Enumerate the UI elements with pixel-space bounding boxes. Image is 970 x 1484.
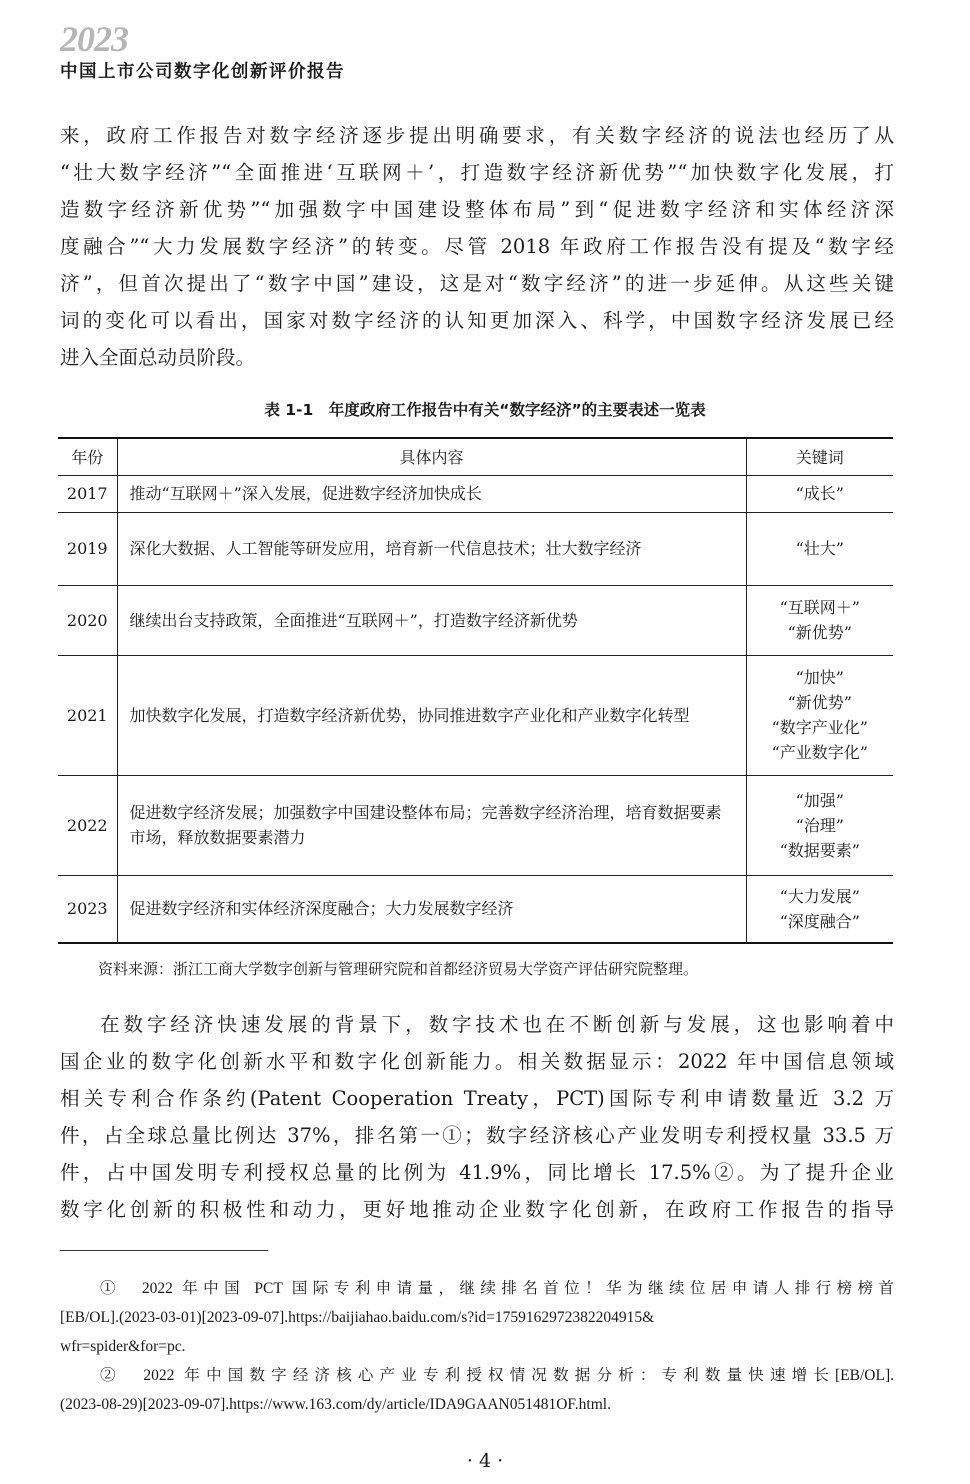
- text-line: 来，政府工作报告对数字经济逐步提出明确要求，有关数字经济的说法也经历了从: [60, 124, 894, 147]
- keywords-cell: [746, 875, 893, 943]
- table-source-note: 资料来源：浙江工商大学数字创新与管理研究院和首都经济贸易大学资产评估研究院整理。: [98, 960, 699, 978]
- text-line: 进入全面总动员阶段。: [60, 346, 256, 369]
- text-line: 造数字经济新优势”“加强数字中国建设整体布局”到“促进数字经济和实体经济深: [60, 198, 894, 221]
- table-row: [58, 585, 893, 655]
- footnote-1: [60, 1274, 894, 1361]
- footnote-line: wfr=spider&for=pc.: [60, 1338, 186, 1355]
- header-title: 中国上市公司数字化创新评价报告: [60, 62, 345, 82]
- table-header-row: [58, 438, 893, 475]
- keyword: “数字产业化”: [771, 718, 868, 737]
- table-row: [58, 875, 893, 943]
- keywords-cell: [746, 655, 893, 775]
- keyword: “数据要素”: [779, 840, 860, 860]
- table-row: [58, 475, 893, 512]
- column-header-content: 具体内容: [117, 438, 746, 475]
- keyword: “互联网＋”: [779, 598, 860, 617]
- content-cell: 加快数字化发展，打造数字经济新优势，协同推进数字产业化和产业数字化转型: [117, 655, 746, 775]
- table-row: [58, 655, 893, 775]
- keywords-cell: [746, 512, 893, 585]
- column-header-keywords: 关键词: [746, 438, 893, 475]
- table-row: [58, 512, 893, 585]
- table-row: [58, 775, 893, 875]
- footnote-divider: [60, 1250, 268, 1251]
- keyword: “大力发展”: [779, 886, 860, 906]
- keyword: “产业数字化”: [771, 743, 868, 762]
- keywords-cell: [746, 775, 893, 875]
- footnote-2: [60, 1361, 894, 1419]
- keyword: “加快”: [795, 668, 844, 687]
- footnote-line: ② 2022 年中国数字经济核心产业专利授权情况数据分析：专利数量快速增长[EB/OL].: [100, 1367, 894, 1384]
- footnote-line: (2023-08-29)[2023-09-07].https://www.163.com/dy/article/IDA9GAAN051481OF.html.: [60, 1396, 611, 1413]
- content-cell: 促进数字经济发展；加强数字中国建设整体布局；完善数字经济治理，培育数据要素市场，释放数据要素潜力: [117, 775, 746, 875]
- text-line: 数字化创新的积极性和动力，更好地推动企业数字化创新，在政府工作报告的指导: [60, 1198, 894, 1221]
- content-cell: 促进数字经济和实体经济深度融合；大力发展数字经济: [117, 875, 746, 943]
- header-year: 2023: [60, 19, 128, 59]
- keyword: “加强”: [795, 790, 844, 810]
- keywords-cell: [746, 585, 893, 655]
- text-line: 在数字经济快速发展的背景下，数字技术也在不断创新与发展，这也影响着中: [100, 1013, 894, 1036]
- year-cell: 2020: [58, 585, 117, 655]
- text-line: 件，占全球总量比例达 37%，排名第一①；数字经济核心产业发明专利授权量 33.5 万: [60, 1124, 894, 1147]
- keyword: “壮大”: [795, 539, 844, 558]
- footnote-line: ① 2022 年中国 PCT 国际专利申请量，继续排名首位！华为继续位居申请人排行榜榜首: [100, 1280, 894, 1297]
- keyword: “新优势”: [787, 623, 852, 642]
- page-number: · 4 ·: [466, 1450, 504, 1472]
- content-cell: 推动“互联网＋”深入发展，促进数字经济加快成长: [117, 475, 746, 512]
- text-line: 相关专利合作条约(Patent Cooperation Treaty，PCT)国际专利申请数量近 3.2 万: [60, 1087, 894, 1110]
- content-cell: 深化大数据、人工智能等研发应用，培育新一代信息技术；壮大数字经济: [117, 512, 746, 585]
- keywords-cell: [746, 475, 893, 512]
- paragraph-1: [60, 117, 894, 376]
- text-line: 济”，但首次提出了“数字中国”建设，这是对“数字经济”的进一步延伸。从这些关键: [60, 272, 894, 295]
- keyword: “成长”: [795, 484, 844, 503]
- table-caption: 表 1-1 年度政府工作报告中有关“数字经济”的主要表述一览表: [264, 401, 706, 419]
- text-line: 国企业的数字化创新水平和数字化创新能力。相关数据显示：2022 年中国信息领域: [60, 1050, 894, 1073]
- paragraph-2: [60, 1006, 894, 1228]
- text-line: 件，占中国发明专利授权总量的比例为 41.9%，同比增长 17.5%②。为了提升企业: [60, 1161, 894, 1184]
- keyword: “深度融合”: [779, 911, 860, 931]
- text-line: 词的变化可以看出，国家对数字经济的认知更加深入、科学，中国数字经济发展已经: [60, 309, 894, 332]
- year-cell: 2021: [58, 655, 117, 775]
- text-line: 度融合”“大力发展数字经济”的转变。尽管 2018 年政府工作报告没有提及“数字经: [60, 235, 894, 258]
- year-cell: 2017: [58, 475, 117, 512]
- column-header-year: 年份: [58, 438, 117, 475]
- text-line: “壮大数字经济”“全面推进‘互联网＋’，打造数字经济新优势”“加快数字化发展，打: [60, 161, 894, 184]
- content-cell: 继续出台支持政策，全面推进“互联网＋”，打造数字经济新优势: [117, 585, 746, 655]
- year-cell: 2022: [58, 775, 117, 875]
- keyword: “治理”: [795, 815, 844, 835]
- keyword-table: [58, 437, 893, 944]
- footnote-line: [EB/OL].(2023-03-01)[2023-09-07].https://baijiahao.baidu.com/s?id=1759162972382204915&: [60, 1309, 655, 1326]
- year-cell: 2023: [58, 875, 117, 943]
- keyword: “新优势”: [787, 693, 852, 712]
- year-cell: 2019: [58, 512, 117, 585]
